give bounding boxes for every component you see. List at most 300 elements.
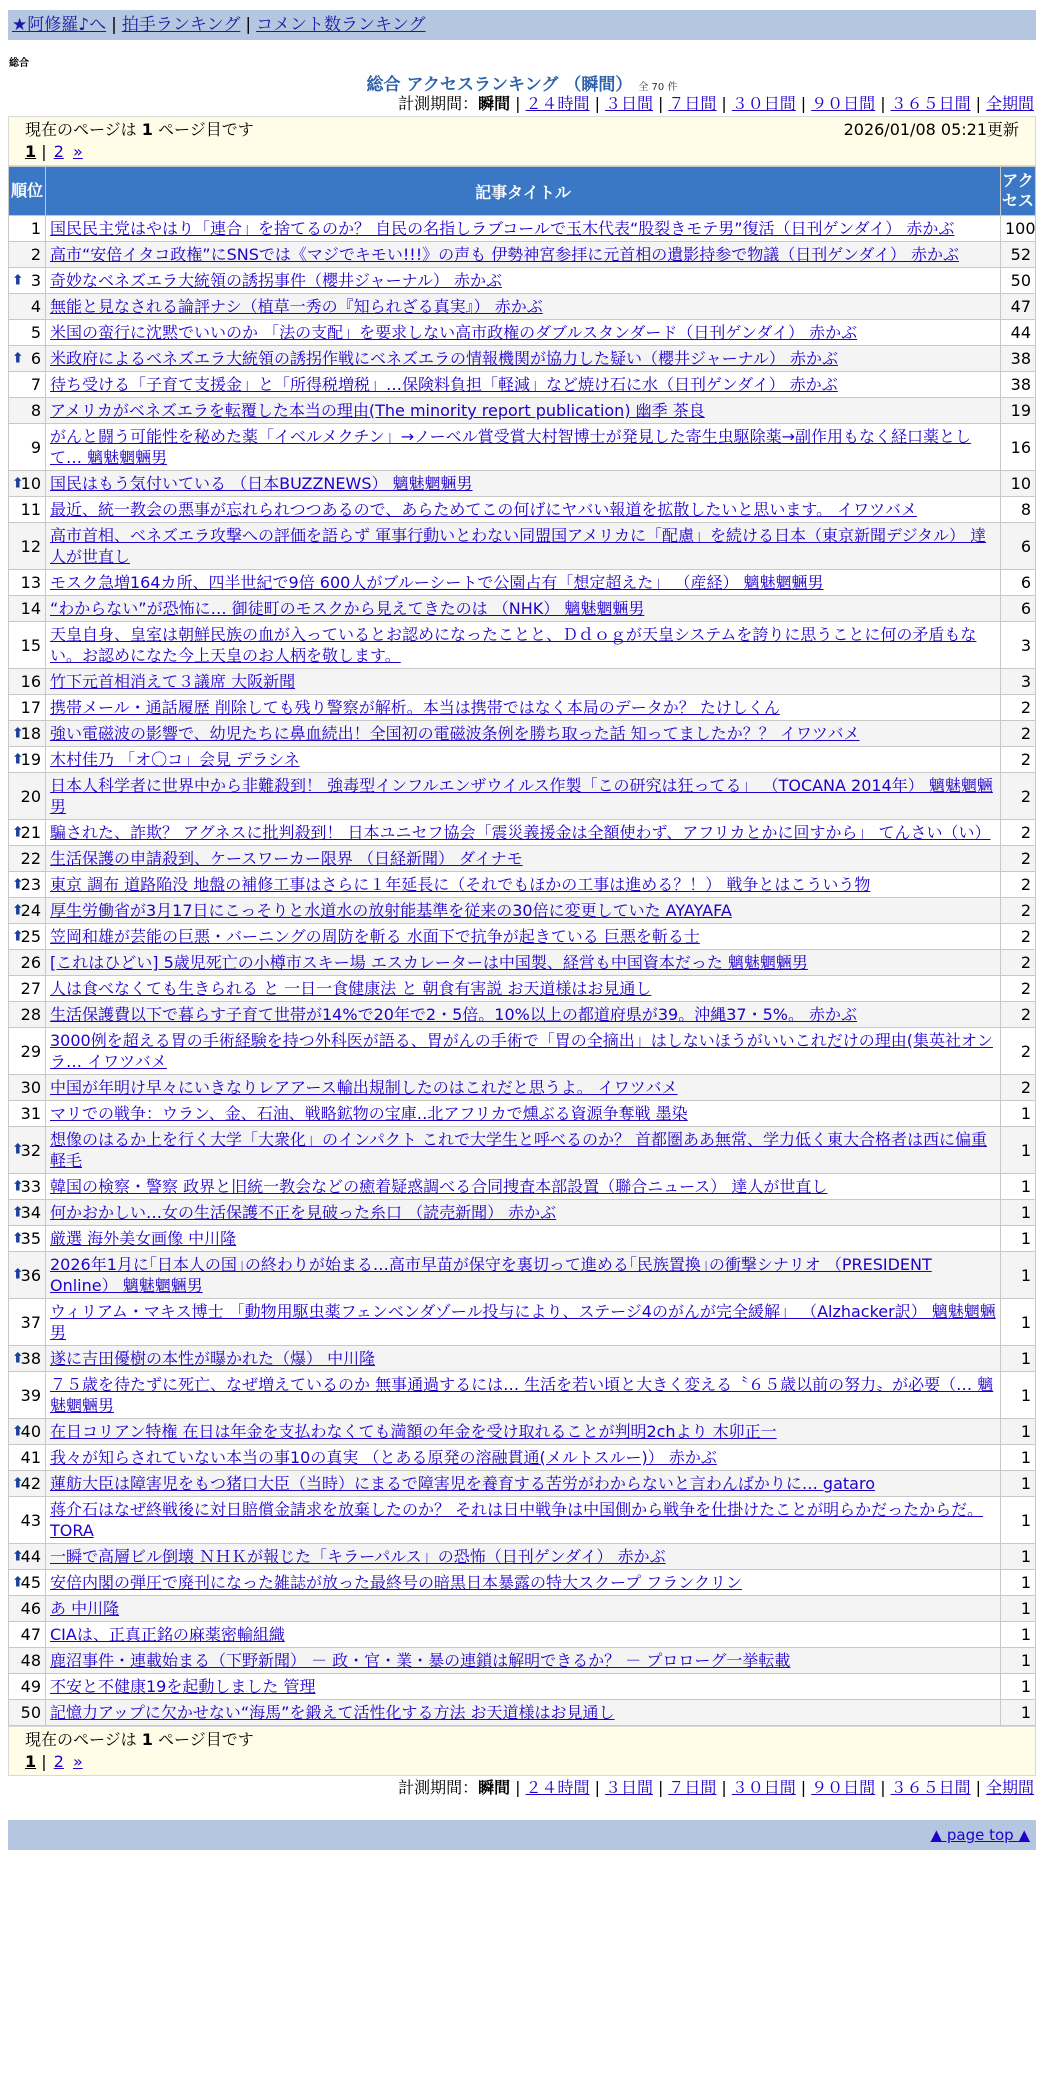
table-row <box>9 1544 1036 1570</box>
period-link[interactable]: ３日間 <box>604 1778 653 1797</box>
up-arrow-icon: ⬆ <box>12 1141 24 1158</box>
period-link[interactable]: ３０日間 <box>731 1778 796 1797</box>
rank-number: 32 <box>20 1140 41 1160</box>
access-count: 2 <box>1001 695 1036 721</box>
rank-number: 41 <box>20 1448 41 1467</box>
article-title-link[interactable]: 最近、統一教会の悪事が忘れられつつあるので、あらためてこの何げにヤバい報道を拡散したいと思います。 イワツバメ <box>50 500 917 519</box>
up-arrow-icon: ⬆ <box>12 272 24 288</box>
pager-bottom <box>8 1726 1036 1776</box>
access-count: 6 <box>1001 523 1036 570</box>
access-count: 1 <box>1001 1419 1036 1445</box>
access-count: 50 <box>1001 268 1036 294</box>
table-row <box>9 1596 1036 1622</box>
access-count: 1 <box>1001 1200 1036 1226</box>
article-title-link[interactable]: マリでの戦争：ウラン、金、石油、戦略鉱物の宝庫‥北アフリカで燻ぶる資源争奪戦 墨染 <box>50 1104 688 1123</box>
access-count: 2 <box>1001 898 1036 924</box>
period-link[interactable]: ３６５日間 <box>890 1778 971 1797</box>
title-cell <box>46 1002 1001 1028</box>
article-title-link[interactable]: 韓国の検察・警察 政界と旧統一教会などの癒着疑惑調べる合同捜査本部設置（聯合ニュース） 達人が世直し <box>50 1177 828 1196</box>
rank-number: 15 <box>20 635 41 655</box>
title-cell <box>46 320 1001 346</box>
table-row <box>9 346 1036 372</box>
rank-number: 22 <box>20 849 41 868</box>
period-current: 瞬間 <box>478 1778 511 1797</box>
title-cell <box>46 747 1001 773</box>
table-row <box>9 424 1036 471</box>
title-cell <box>46 1075 1001 1101</box>
period-link[interactable]: ３０日間 <box>731 94 796 113</box>
table-row <box>9 1226 1036 1252</box>
rank-cell <box>9 320 46 346</box>
page-2-link[interactable]: 2 <box>53 1752 64 1771</box>
rank-cell <box>9 1419 46 1445</box>
up-arrow-icon: ⬆ <box>12 751 24 767</box>
table-row <box>9 1028 1036 1075</box>
article-title-link[interactable]: 中国が年明け早々にいきなりレアアース輸出規制したのはこれだと思うよ。 イワツバメ <box>50 1078 678 1097</box>
table-row <box>9 1002 1036 1028</box>
title-cell <box>46 1497 1001 1544</box>
up-arrow-icon: ⬆ <box>12 1548 24 1564</box>
table-row <box>9 320 1036 346</box>
title-cell <box>46 1544 1001 1570</box>
table-header-row <box>9 167 1036 216</box>
up-arrow-icon: ⬆ <box>12 876 24 892</box>
article-title-link[interactable]: 厚生労働省が3月17日にこっそりと水道水の放射能基準を従来の30倍に変更していた AYAYAFA <box>50 901 732 920</box>
title-cell <box>46 570 1001 596</box>
access-count: 6 <box>1001 596 1036 622</box>
period-selector-bottom <box>0 1776 1044 1800</box>
page-status-prefix: 現在のページは <box>25 120 137 139</box>
up-arrow-icon: ⬆ <box>12 1350 24 1366</box>
article-title-link[interactable]: [これはひどい] 5歳児死亡の小樽市スキー場 エスカレーターは中国製、経営も中国資本だった 魑魅魍魎男 <box>50 953 808 972</box>
title-cell <box>46 1200 1001 1226</box>
ranking-table <box>8 166 1036 1726</box>
article-title-link[interactable]: CIAは、正真正銘の麻薬密輸組織 <box>50 1625 285 1644</box>
title-cell <box>46 820 1001 846</box>
table-row <box>9 294 1036 320</box>
article-title-link[interactable]: 遂に吉田優樹の本性が曝かれた（爆） 中川隆 <box>50 1349 376 1368</box>
article-title-link[interactable]: 米政府によるベネズエラ大統領の誘拐作戦にベネズエラの情報機関が協力した疑い（櫻井ジャーナル） 赤かぶ <box>50 349 838 368</box>
rank-cell <box>9 1674 46 1700</box>
table-row <box>9 747 1036 773</box>
article-title-link[interactable]: ７５歳を待たずに死亡、なぜ増えているのか 無事通過するには… 生活を若い頃と大きく変える〝６５歳以前の努力〟が必要（… 魑魅魍魎男 <box>50 1375 994 1415</box>
article-title-link[interactable]: 安倍内閣の弾圧で廃刊になった雑誌が放った最終号の暗黒日本暴露の特大スクープ フランクリン <box>50 1573 742 1592</box>
up-arrow-icon: ⬆ <box>12 1230 24 1246</box>
rank-cell <box>9 820 46 846</box>
comment-ranking-link[interactable]: コメント数ランキング <box>256 15 426 35</box>
title-cell <box>46 872 1001 898</box>
article-title-link[interactable]: 強い電磁波の影響で、幼児たちに鼻血続出！全国初の電磁波条例を勝ち取った話 知ってましたか？？ イワツバメ <box>50 724 860 743</box>
up-arrow-icon: ⬆ <box>12 350 24 366</box>
title-cell <box>46 721 1001 747</box>
rank-cell <box>9 216 46 242</box>
article-title-link[interactable]: 我々が知らされていない本当の事10の真実 （とある原発の溶融貫通(メルトスルー)） 赤かぶ <box>50 1448 717 1467</box>
rank-cell <box>9 1445 46 1471</box>
rank-number: 5 <box>30 323 41 342</box>
article-title-link[interactable]: アメリカがベネズエラを転覆した本当の理由(The minority report publication) 幽季 茶良 <box>50 401 705 420</box>
rank-cell <box>9 1497 46 1544</box>
access-count: 47 <box>1001 294 1036 320</box>
access-count: 8 <box>1001 497 1036 523</box>
period-separator: | <box>880 94 886 113</box>
rank-number: 7 <box>30 375 41 394</box>
table-row <box>9 372 1036 398</box>
up-arrow-icon: ⬆ <box>12 1204 24 1220</box>
period-link[interactable]: ３６５日間 <box>890 94 971 113</box>
page-status-suffix: ページ目です <box>158 120 254 139</box>
rank-cell <box>9 570 46 596</box>
table-row <box>9 1127 1036 1174</box>
article-title-link[interactable]: 高市“安倍イタコ政権”にSNSでは《マジでキモい!!!》の声も 伊勢神宮参拝に元首相の遺影持参で物議（日刊ゲンダイ） 赤かぶ <box>50 245 959 264</box>
title-cell <box>46 294 1001 320</box>
period-separator: | <box>657 94 664 113</box>
title-cell <box>46 216 1001 242</box>
access-count: 1 <box>1001 1596 1036 1622</box>
rank-number: 29 <box>20 1041 41 1061</box>
title-cell <box>46 1570 1001 1596</box>
period-link[interactable]: 全期間 <box>985 94 1034 113</box>
table-row <box>9 669 1036 695</box>
access-count: 2 <box>1001 1002 1036 1028</box>
article-title-link[interactable]: 高市首相、ベネズエラ攻撃への評価を語らず 軍事行動いとわない同盟国アメリカに「配慮」を続ける日本（東京新聞デジタル） 達人が世直し <box>50 526 987 566</box>
rank-number: 38 <box>20 1349 41 1368</box>
article-title-link[interactable]: 人は食べなくても生きられる と 一日一食健康法 と 朝食有害説 お天道様はお見通し <box>50 979 652 998</box>
title-cell <box>46 1174 1001 1200</box>
rank-cell <box>9 497 46 523</box>
article-title-link[interactable]: 在日コリアン特権 在日は年金を支払わなくても満額の年金を受け取れることが判明2chより 木卯正一 <box>50 1422 777 1441</box>
page-status-num: 1 <box>141 120 153 139</box>
page-status <box>25 119 254 141</box>
rank-number: 21 <box>20 823 41 842</box>
rank-number: 44 <box>20 1547 41 1566</box>
access-count: 1 <box>1001 1570 1036 1596</box>
access-count: 2 <box>1001 747 1036 773</box>
page-top-link[interactable]: ▲ page top ▲ <box>930 1826 1030 1844</box>
rank-cell <box>9 721 46 747</box>
article-title-link[interactable]: ウィリアム・マキス博士 「動物用駆虫薬フェンベンダゾール投与により、ステージ4のがんが完全緩解」 （Alzhacker訳） 魑魅魍魎男 <box>50 1302 996 1342</box>
title-cell <box>46 424 1001 471</box>
page-2-link[interactable]: 2 <box>53 142 64 161</box>
period-link[interactable]: 全期間 <box>985 1778 1034 1797</box>
article-title-link[interactable]: あ 中川隆 <box>50 1599 120 1618</box>
up-arrow-icon: ⬆ <box>12 1423 24 1439</box>
rank-cell <box>9 1101 46 1127</box>
period-label: 計測期間： <box>398 94 479 113</box>
access-count: 1 <box>1001 1226 1036 1252</box>
table-row <box>9 1075 1036 1101</box>
rank-number: 11 <box>20 500 41 519</box>
table-row <box>9 1419 1036 1445</box>
nav-separator: | <box>245 15 252 35</box>
access-count: 1 <box>1001 1445 1036 1471</box>
title-cell <box>46 950 1001 976</box>
access-count: 1 <box>1001 1174 1036 1200</box>
title-cell <box>46 1700 1001 1726</box>
title-cell <box>46 1127 1001 1174</box>
period-link[interactable]: ２４時間 <box>525 1778 590 1797</box>
up-arrow-icon: ⬆ <box>12 1266 24 1283</box>
article-title-link[interactable]: 携帯メール・通話履歴 削除しても残り警察が解析。本当は携帯ではなく本局のデータか？ たけしくん <box>50 698 780 717</box>
access-count: 6 <box>1001 570 1036 596</box>
rank-cell <box>9 1127 46 1174</box>
up-arrow-icon: ⬆ <box>12 475 24 491</box>
rank-number: 1 <box>30 219 41 238</box>
rank-cell <box>9 669 46 695</box>
title-cell <box>46 669 1001 695</box>
table-row <box>9 695 1036 721</box>
rank-number: 31 <box>20 1104 41 1123</box>
article-title-link[interactable]: 奇妙なベネズエラ大統領の誘拐事件（櫻井ジャーナル） 赤かぶ <box>50 271 502 290</box>
page-links: 1 | 2 » <box>25 1752 83 1771</box>
page-status-prefix: 現在のページは <box>25 1730 137 1749</box>
rank-number: 33 <box>20 1177 41 1196</box>
up-arrow-icon: ⬆ <box>12 824 24 840</box>
rank-cell <box>9 773 46 820</box>
table-row <box>9 1570 1036 1596</box>
rank-cell <box>9 872 46 898</box>
article-title-link[interactable]: 待ち受ける「子育て支援金」と「所得税増税」…保険料負担「軽減」など焼け石に水（日刊ゲンダイ） 赤かぶ <box>50 375 838 394</box>
access-count: 2 <box>1001 721 1036 747</box>
access-count: 1 <box>1001 1346 1036 1372</box>
table-row <box>9 596 1036 622</box>
access-count: 3 <box>1001 622 1036 669</box>
rank-cell <box>9 346 46 372</box>
article-title-link[interactable]: “わからない”が恐怖に… 御徒町のモスクから見えてきたのは （NHK） 魑魅魍魎男 <box>50 599 645 618</box>
next-page-link[interactable]: » <box>72 1752 83 1771</box>
title-cell <box>46 1445 1001 1471</box>
period-separator: | <box>975 94 981 113</box>
title-cell <box>46 1372 1001 1419</box>
article-title-link[interactable]: 3000例を超える胃の手術経験を持つ外科医が語る、胃がんの手術で「胃の全摘出」はしないほうがいいこれだけの理由(集英社オンラ… イワツバメ <box>50 1031 993 1071</box>
rank-number: 47 <box>20 1625 41 1644</box>
rank-cell <box>9 1200 46 1226</box>
period-current: 瞬間 <box>478 94 511 113</box>
rank-cell <box>9 747 46 773</box>
rank-cell <box>9 846 46 872</box>
rank-number: 42 <box>20 1474 41 1493</box>
total-count: 全 70 件 <box>638 82 678 93</box>
rank-cell <box>9 1299 46 1346</box>
access-count: 1 <box>1001 1471 1036 1497</box>
access-count: 1 <box>1001 1497 1036 1544</box>
period-separator: | <box>721 94 727 113</box>
article-title-link[interactable]: モスク急増164カ所、四半世紀で9倍 600人がブルーシートで公園占有「想定超えた」 （産経） 魑魅魍魎男 <box>50 573 824 592</box>
up-arrow-icon: ⬆ <box>12 928 24 944</box>
table-row <box>9 497 1036 523</box>
title-cell <box>46 846 1001 872</box>
access-count: 1 <box>1001 1372 1036 1419</box>
article-title-link[interactable]: 騙された、詐欺？ アグネスに批判殺到！ 日本ユニセフ協会「震災義援金は全額使わず、アフリカとかに回すから」 てんさい（い） <box>50 823 991 842</box>
article-title-link[interactable]: 厳選 海外美女画像 中川隆 <box>50 1229 237 1248</box>
article-title-link[interactable]: 鹿沼事件・連載始まる（下野新聞） － 政・官・業・暴の連鎖は解明できるか？ － プロローグ一挙転載 <box>50 1651 791 1670</box>
table-row <box>9 1497 1036 1544</box>
rank-cell <box>9 372 46 398</box>
title-cell <box>46 1648 1001 1674</box>
period-link[interactable]: ７日間 <box>668 94 717 113</box>
period-link[interactable]: ２４時間 <box>525 94 590 113</box>
access-count: 100 <box>1001 216 1036 242</box>
article-title-link[interactable]: 笠岡和雄が芸能の巨悪・バーニングの周防を斬る 水面下で抗争が起きている 巨悪を斬る士 <box>50 927 700 946</box>
top-nav-bar <box>8 10 1036 40</box>
article-title-link[interactable]: 何かおかしい…女の生活保護不正を見破った糸口 （読売新聞） 赤かぶ <box>50 1203 557 1222</box>
rank-cell <box>9 1075 46 1101</box>
period-selector-top <box>0 92 1044 116</box>
clap-ranking-link[interactable]: 拍手ランキング <box>121 15 241 35</box>
rank-cell <box>9 1596 46 1622</box>
rank-cell <box>9 268 46 294</box>
rank-number: 3 <box>30 271 41 290</box>
home-link[interactable]: ★阿修羅♪へ <box>12 15 107 35</box>
next-page-link[interactable]: » <box>72 142 83 161</box>
rank-cell <box>9 523 46 570</box>
rank-number: 34 <box>20 1203 41 1222</box>
access-count: 44 <box>1001 320 1036 346</box>
page-status-num: 1 <box>141 1730 153 1749</box>
article-title-link[interactable]: 国民はもう気付いている （日本BUZZNEWS） 魑魅魍魎男 <box>50 474 473 493</box>
table-row <box>9 1174 1036 1200</box>
table-row <box>9 898 1036 924</box>
article-title-link[interactable]: 生活保護費以下で暮らす子育て世帯が14%で20年で2・5倍。10%以上の都道府県が39。沖縄37・5%。 赤かぶ <box>50 1005 858 1024</box>
period-link[interactable]: ９０日間 <box>811 1778 876 1797</box>
period-link[interactable]: ９０日間 <box>811 94 876 113</box>
access-count: 1 <box>1001 1674 1036 1700</box>
table-row <box>9 1101 1036 1127</box>
period-separator: | <box>515 94 521 113</box>
title-cell <box>46 497 1001 523</box>
rank-number: 16 <box>20 672 41 691</box>
article-title-link[interactable]: 蒋介石はなぜ終戦後に対日賠償金請求を放棄したのか？ それは日中戦争は中国側から戦争を仕掛けたことが明らかだったからだ。 TORA <box>50 1500 984 1540</box>
period-separator: | <box>975 1778 981 1797</box>
access-count: 2 <box>1001 872 1036 898</box>
title-cell <box>46 1252 1001 1299</box>
article-title-link[interactable]: 竹下元首相消えて３議席 大阪新聞 <box>50 672 296 691</box>
rank-number: 48 <box>20 1651 41 1670</box>
access-count: 1 <box>1001 1622 1036 1648</box>
table-row <box>9 242 1036 268</box>
rank-cell <box>9 976 46 1002</box>
period-link[interactable]: ３日間 <box>604 94 653 113</box>
access-count: 1 <box>1001 1252 1036 1299</box>
rank-number: 27 <box>20 979 41 998</box>
category-tag: 総合 <box>9 58 29 69</box>
article-title-link[interactable]: 国民民主党はやはり「連合」を捨てるのか？ 自民の名指しラブコールで玉木代表“股裂きモテ男”復活（日刊ゲンダイ） 赤かぶ <box>50 219 955 238</box>
rank-cell <box>9 1252 46 1299</box>
rank-cell <box>9 424 46 471</box>
col-title-header: 記事タイトル <box>46 167 1001 216</box>
table-row <box>9 1372 1036 1419</box>
article-title-link[interactable]: 想像のはるか上を行く大学「大衆化」のインパクト これで大学生と呼べるのか？ 首都圏ああ無常、学力低く東大合格者は西に偏重 軽毛 <box>50 1130 988 1170</box>
article-title-link[interactable]: 記憶力アップに欠かせない“海馬”を鍛えて活性化する方法 お天道様はお見通し <box>50 1703 615 1722</box>
table-row <box>9 216 1036 242</box>
article-title-link[interactable]: 日本人科学者に世界中から非難殺到！ 強毒型インフルエンザウイルス作製「この研究は狂ってる」 （TOCANA 2014年） 魑魅魍魎男 <box>50 776 993 816</box>
period-separator: | <box>880 1778 886 1797</box>
access-count: 19 <box>1001 398 1036 424</box>
rank-cell <box>9 1648 46 1674</box>
table-row <box>9 846 1036 872</box>
table-row <box>9 1648 1036 1674</box>
access-count: 2 <box>1001 773 1036 820</box>
rank-number: 39 <box>20 1385 41 1405</box>
access-count: 2 <box>1001 1028 1036 1075</box>
rank-number: 40 <box>20 1422 41 1441</box>
table-row <box>9 1622 1036 1648</box>
rank-cell <box>9 471 46 497</box>
rank-number: 49 <box>20 1677 41 1696</box>
access-count: 1 <box>1001 1544 1036 1570</box>
article-title-link[interactable]: 2026年1月に｢日本人の国｣の終わりが始まる…高市早苗が保守を裏切って進める｢民族置換｣の衝撃シナリオ （PRESIDENT Online） 魑魅魍魎男 <box>50 1255 932 1295</box>
period-separator: | <box>594 94 600 113</box>
footer-bar <box>8 1820 1036 1850</box>
period-separator: | <box>800 1778 807 1797</box>
table-row <box>9 570 1036 596</box>
access-count: 3 <box>1001 669 1036 695</box>
title-cell <box>46 346 1001 372</box>
article-title-link[interactable]: 木村佳乃 「オ〇コ」会見 デラシネ <box>50 750 300 769</box>
rank-cell <box>9 596 46 622</box>
period-links <box>478 1778 1034 1797</box>
title-cell <box>46 471 1001 497</box>
up-arrow-icon: ⬆ <box>12 1475 24 1491</box>
current-page: 1 <box>25 1752 37 1771</box>
pager-top <box>8 116 1036 166</box>
table-row <box>9 1471 1036 1497</box>
access-count: 2 <box>1001 1075 1036 1101</box>
up-arrow-icon: ⬆ <box>12 1574 24 1590</box>
title-cell <box>46 976 1001 1002</box>
article-title-link[interactable]: 天皇自身、皇室は朝鮮民族の血が入っているとお認めになったことと、Ｄｄｏｇが天皇システムを誇りに思うことに何の矛盾もない。お認めになた今上天皇のお人柄を敬します。 <box>50 625 977 665</box>
article-title-link[interactable]: 東京 調布 道路陥没 地盤の補修工事はさらに１年延長に（それでもほかの工事は進める？！） 戦争とはこういう物 <box>50 875 871 894</box>
rank-number: 23 <box>20 875 41 894</box>
table-row <box>9 1299 1036 1346</box>
rank-cell <box>9 950 46 976</box>
table-row <box>9 924 1036 950</box>
period-separator: | <box>594 1778 600 1797</box>
rank-cell <box>9 1570 46 1596</box>
access-count: 1 <box>1001 1700 1036 1726</box>
rank-cell <box>9 622 46 669</box>
up-arrow-icon: ⬆ <box>12 1178 24 1194</box>
period-label: 計測期間： <box>398 1778 479 1797</box>
article-title-link[interactable]: 米国の蛮行に沈黙でいいのか 「法の支配」を要求しない高市政権のダブルスタンダード（日刊ゲンダイ） 赤かぶ <box>50 323 858 342</box>
table-row <box>9 398 1036 424</box>
rank-cell <box>9 1174 46 1200</box>
title-cell <box>46 596 1001 622</box>
up-arrow-icon: ⬆ <box>12 725 24 741</box>
article-title-link[interactable]: がんと闘う可能性を秘めた薬「イベルメクチン」→ノーベル賞受賞大村智博士が発見した寄生虫駆除薬→副作用もなく経口薬として… 魑魅魍魎男 <box>50 427 972 467</box>
rank-number: 4 <box>30 297 41 316</box>
article-title-link[interactable]: 不安と不健康19を起動しました 管理 <box>50 1677 316 1696</box>
article-title-link[interactable]: 無能と見なされる論評ナシ（植草一秀の『知られざる真実』） 赤かぶ <box>50 297 543 316</box>
access-count: 2 <box>1001 820 1036 846</box>
rank-cell <box>9 1346 46 1372</box>
article-title-link[interactable]: 一瞬で高層ビル倒壊 ＮＨＫが報じた「キラーパルス」の恐怖（日刊ゲンダイ） 赤かぶ <box>50 1547 666 1566</box>
rank-cell <box>9 1544 46 1570</box>
article-title-link[interactable]: 生活保護の申請殺到、ケースワーカー限界 （日経新聞） ダイナモ <box>50 849 523 868</box>
table-row <box>9 1346 1036 1372</box>
rank-cell <box>9 1622 46 1648</box>
title-cell <box>46 1622 1001 1648</box>
col-access-header: アクセス <box>1001 167 1036 216</box>
access-count: 1 <box>1001 1299 1036 1346</box>
rank-number: 13 <box>20 573 41 592</box>
period-link[interactable]: ７日間 <box>668 1778 717 1797</box>
article-title-link[interactable]: 蓮舫大臣は障害児をもつ猪口大臣（当時）にまるで障害児を養育する苦労がわからないと言わんばかりに… gataro <box>50 1474 875 1493</box>
rank-number: 9 <box>30 437 41 457</box>
rank-number: 24 <box>20 901 41 920</box>
title-cell <box>46 1346 1001 1372</box>
rank-number: 43 <box>20 1510 41 1530</box>
table-row <box>9 950 1036 976</box>
